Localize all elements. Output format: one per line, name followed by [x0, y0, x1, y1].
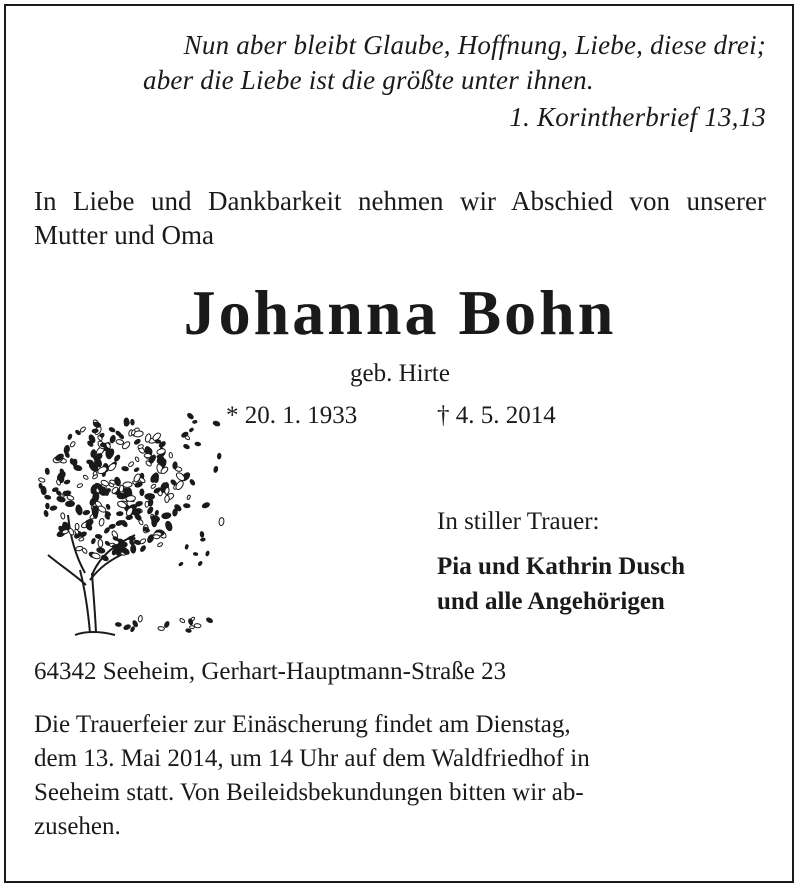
quote-line-1: Nun aber bleibt Glaube, Hoffnung, Liebe, diese drei;: [183, 30, 766, 60]
quote-source: 1. Korintherbrief 13,13: [509, 102, 766, 132]
address: 64342 Seeheim, Gerhart-Hauptmann-Straße 23: [34, 658, 507, 685]
mourners-label: In stiller Trauer:: [437, 508, 600, 535]
quote-line-2: aber die Liebe ist die größte unter ihnen.: [143, 65, 594, 95]
ceremony-details: Die Trauerfeier zur Einäscherung findet am Dienstag, dem 13. Mai 2014, um 14 Uhr auf dem Waldfriedhof in Seeheim statt. Von Beileidsbekundungen bitten wir ab- zusehen.: [34, 711, 590, 840]
intro-text: In Liebe und Dankbarkeit nehmen wir Abschied von unserer Mutter und Oma: [34, 186, 766, 250]
death-date: † 4. 5. 2014: [437, 402, 556, 429]
birth-date: * 20. 1. 1933: [226, 402, 358, 429]
deceased-name: Johanna Bohn: [183, 277, 617, 348]
mourners-line-1: Pia und Kathrin Dusch: [437, 553, 685, 580]
mourners-line-2: und alle Angehörigen: [437, 588, 665, 615]
windblown-tree-icon: [30, 395, 230, 645]
birth-name: geb. Hirte: [350, 360, 450, 387]
